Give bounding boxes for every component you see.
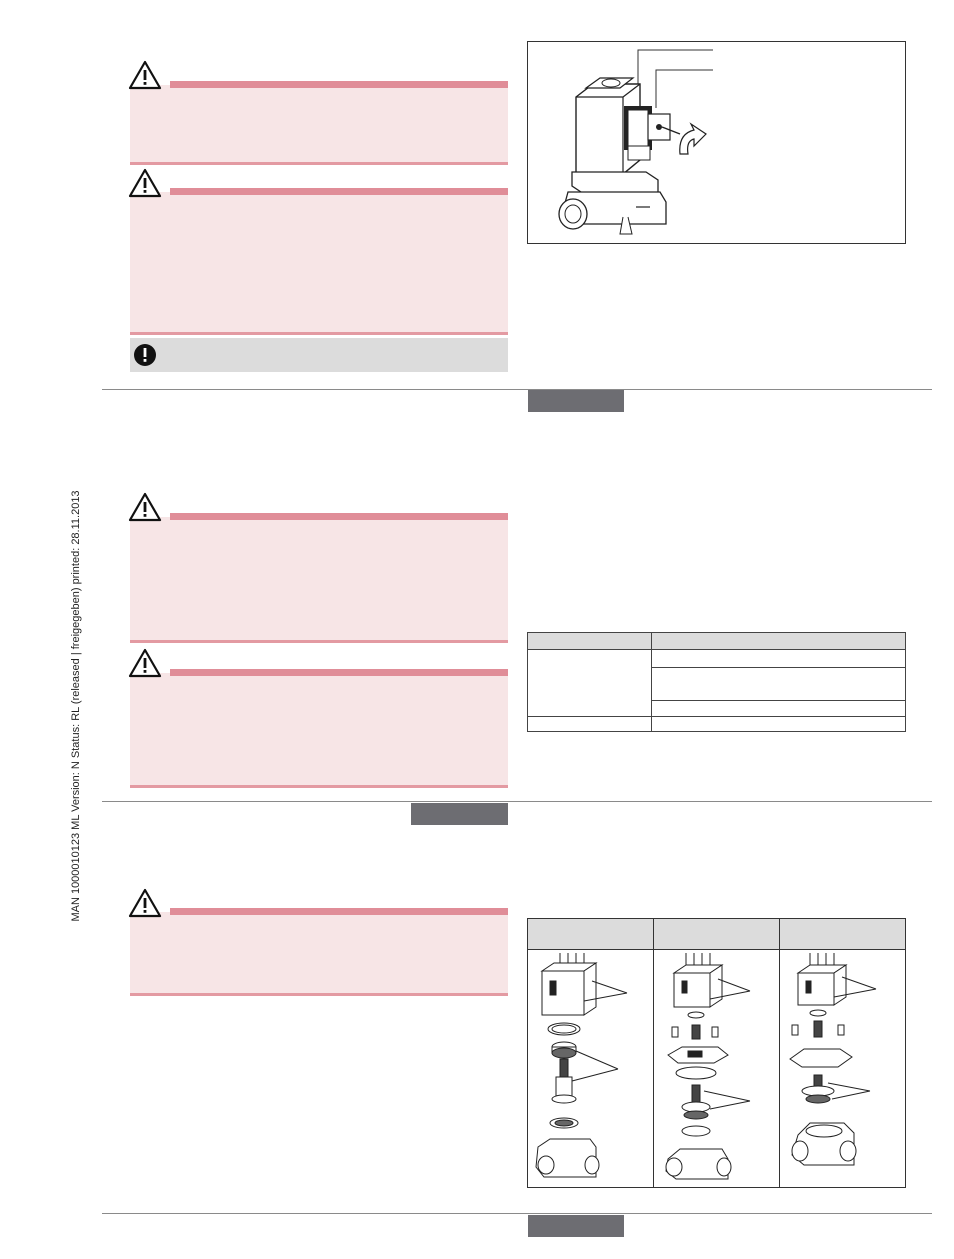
section-tab <box>528 1215 624 1237</box>
warning-bar-3 <box>170 513 508 520</box>
section-tab <box>411 803 508 825</box>
section-divider <box>102 389 932 390</box>
warning-box-4 <box>130 673 508 788</box>
warning-bar-1 <box>170 81 508 88</box>
warning-triangle-icon <box>128 60 162 90</box>
section-divider <box>102 1213 932 1214</box>
table-cell <box>652 650 906 668</box>
exploded-valve-type-1-icon <box>532 951 650 1183</box>
table-cell <box>528 650 652 717</box>
table-header-cell <box>528 633 652 650</box>
warning-box-2 <box>130 192 508 335</box>
warning-box-5 <box>130 912 508 996</box>
section-divider <box>102 801 932 802</box>
warning-bar-4 <box>170 669 508 676</box>
warning-box-1 <box>130 85 508 165</box>
section-tab <box>528 390 624 412</box>
figure-frame-valve <box>527 41 906 244</box>
warning-triangle-icon <box>128 168 162 198</box>
assembly-table <box>527 918 906 1188</box>
table-cell <box>652 717 906 732</box>
warning-triangle-icon <box>128 648 162 678</box>
assembly-table-header <box>528 919 905 950</box>
warning-box-3 <box>130 517 508 643</box>
table-header-cell <box>652 633 906 650</box>
solenoid-valve-illustration <box>528 42 905 243</box>
document-status-sidebar: MAN 1000010123 ML Version: N Status: RL (released | freigegeben) printed: 28.11.2013 <box>70 490 82 922</box>
table-cell <box>652 701 906 717</box>
table-cell <box>528 717 652 732</box>
warning-triangle-icon <box>128 888 162 918</box>
warning-bar-2 <box>170 188 508 195</box>
table-cell <box>652 668 906 701</box>
exploded-valve-type-3-icon <box>784 951 902 1183</box>
warning-triangle-icon <box>128 492 162 522</box>
exclamation-circle-icon <box>133 343 157 367</box>
warning-bar-5 <box>170 908 508 915</box>
type-table <box>527 632 906 732</box>
exploded-valve-type-2-icon <box>658 951 776 1183</box>
note-box <box>130 338 508 372</box>
